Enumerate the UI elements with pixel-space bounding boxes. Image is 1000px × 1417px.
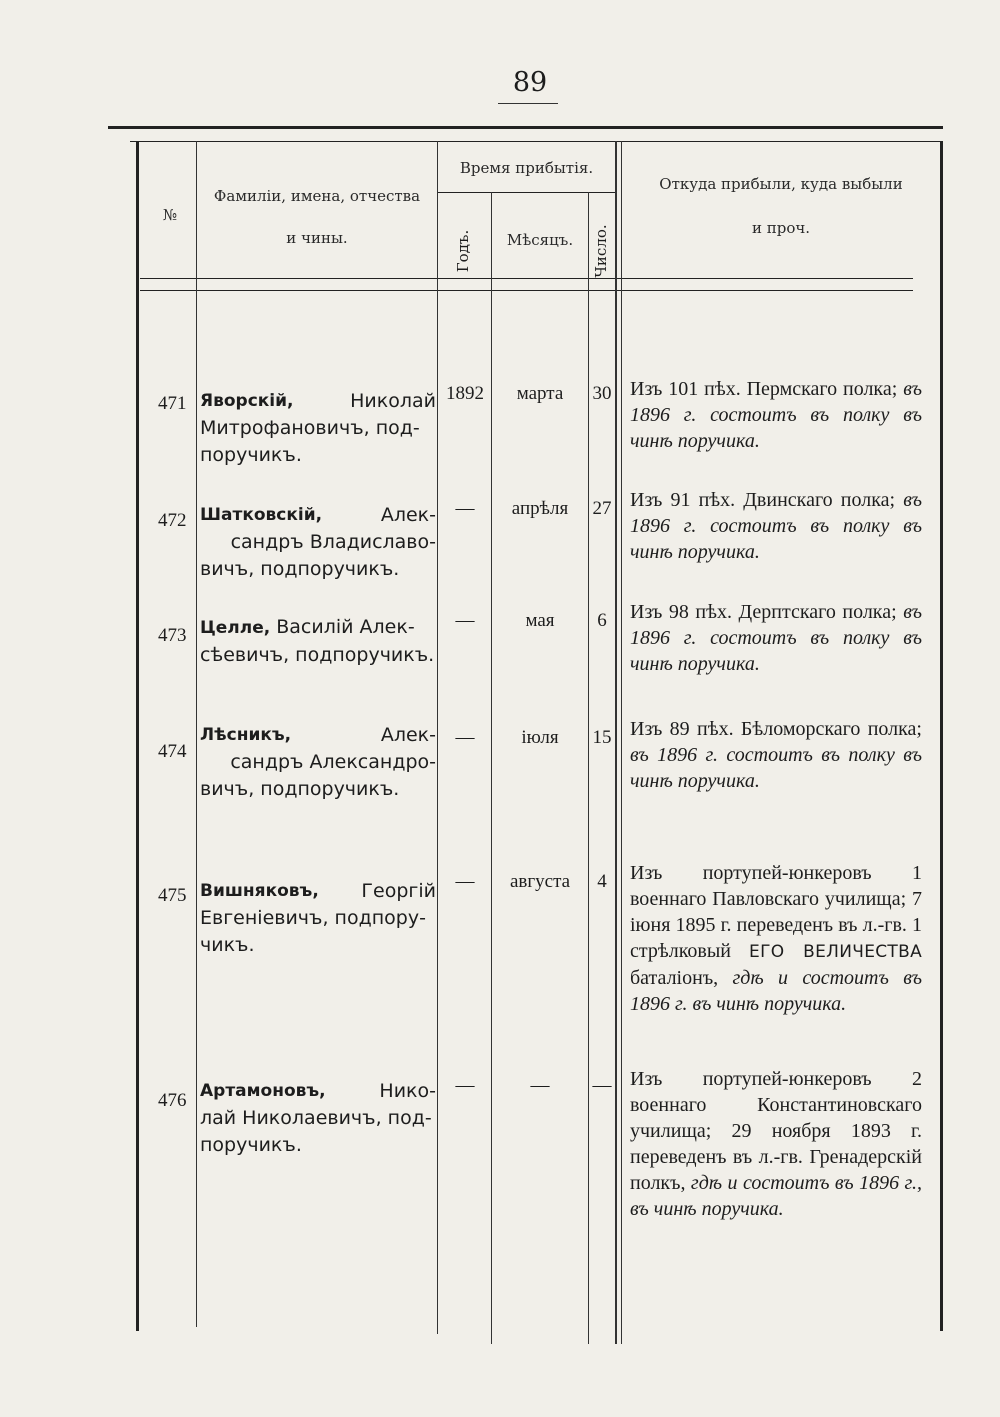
col-divider-month: [588, 192, 589, 1344]
note-italic-text: въ 1896 г. состоитъ въ полку въ чинѣ поручика.: [630, 378, 922, 452]
col-divider-name: [437, 141, 438, 1334]
row-name: [200, 614, 436, 669]
table-right-border: [940, 141, 943, 1331]
row-year: —: [455, 1075, 475, 1096]
col-divider-no: [196, 141, 197, 1327]
note-text: Изъ 98 пѣх. Дерптскаго полка;: [630, 601, 897, 623]
row-number: 471: [158, 393, 187, 414]
surname: Яворскій,: [200, 391, 294, 411]
name-line: Николай: [350, 390, 436, 412]
row-note: [630, 599, 922, 677]
page-number-underline: [498, 103, 558, 104]
row-month: марта: [516, 383, 564, 404]
row-number: 475: [158, 885, 187, 906]
note-italic-text: въ 1896 г. состоитъ въ полку въ чинѣ поручика.: [630, 744, 922, 792]
note-italic-text: въ 1896 г. состоитъ въ полку въ чинѣ поручика.: [630, 489, 923, 563]
row-name: [200, 878, 436, 959]
row-month: апрѣля: [511, 498, 569, 519]
note-text: Изъ портупей-юнкеровъ 1 военнаго Павловскаго училища; 7 іюня 1895 г. переведенъ въ л.-гв. 1 стрѣлковый: [630, 862, 922, 962]
name-line: Василій Алек-: [276, 616, 415, 638]
table-top-rule: [108, 126, 943, 129]
col-divider-day: [615, 141, 617, 1344]
note-text: баталіонъ,: [630, 967, 719, 989]
row-name: [200, 502, 436, 583]
header-name-line1: Фамиліи, имена, отчества: [213, 187, 421, 205]
header-bottom-rule: [140, 278, 913, 279]
surname: Лѣсникъ,: [200, 725, 292, 745]
name-line: чикъ.: [200, 934, 255, 956]
row-note: [630, 716, 922, 794]
surname: Целле,: [200, 618, 271, 638]
row-year: —: [455, 610, 475, 631]
surname: Вишняковъ,: [200, 881, 319, 901]
row-day: 15: [592, 727, 612, 748]
row-number: 472: [158, 510, 187, 531]
row-year: —: [455, 871, 475, 892]
row-month: —: [530, 1075, 550, 1096]
note-text: Изъ портупей-юнкеровъ 2 военнаго Константиновскаго училища; 29 ноября 1893 г. переведенъ въ л.-гв. Гренадерскій полкъ,: [630, 1068, 922, 1194]
row-year: —: [455, 727, 475, 748]
note-italic-text: гдѣ и состоитъ въ 1896 г., въ чинѣ поручика.: [630, 1172, 923, 1220]
row-name: [200, 1078, 436, 1159]
name-line: Евгеніевичъ, подпору-: [200, 907, 426, 929]
row-year: —: [455, 498, 475, 519]
name-line: поручикъ.: [200, 444, 302, 466]
header-month: Мѣсяцъ.: [506, 231, 574, 249]
note-caps-text: ЕГО ВЕЛИЧЕСТВА: [749, 942, 922, 962]
table-left-border: [136, 141, 139, 1331]
col-divider-year: [491, 192, 492, 1344]
row-name: [200, 388, 436, 469]
row-number: 473: [158, 625, 187, 646]
name-line: сѣевичъ, подпоручикъ.: [200, 644, 435, 666]
row-note: [630, 487, 922, 565]
note-text: Изъ 89 пѣх. Бѣломорскаго полка;: [630, 718, 922, 740]
header-notes-line2: и проч.: [751, 219, 811, 237]
row-number: 476: [158, 1090, 187, 1111]
name-line: Митрофановичъ, под-: [200, 417, 420, 439]
row-note: [630, 1066, 922, 1222]
table-top-rule-thin: [130, 141, 943, 142]
row-day: 6: [597, 610, 607, 631]
surname: Артамоновъ,: [200, 1081, 326, 1101]
row-month: іюля: [521, 727, 559, 748]
note-text: Изъ 101 пѣх. Пермскаго полка;: [630, 378, 898, 400]
name-line: лай Николаевичъ, под-: [200, 1107, 432, 1129]
header-name-line2: и чины.: [286, 229, 348, 247]
row-name: [200, 722, 436, 803]
row-year: 1892: [446, 383, 484, 404]
name-line: поручикъ.: [200, 1134, 302, 1156]
col-divider-day-2: [621, 141, 622, 1344]
note-italic-text: въ 1896 г. состоитъ въ полку въ чинѣ поручика.: [630, 601, 923, 675]
header-arrival: Время прибытія.: [459, 159, 594, 177]
header-year: Годъ.: [454, 229, 472, 273]
row-note: [630, 376, 922, 454]
header-day: Число.: [592, 224, 610, 278]
name-line: Алек-: [380, 724, 436, 746]
row-number: 474: [158, 741, 187, 762]
row-month: мая: [525, 610, 555, 631]
row-day: 30: [592, 383, 612, 404]
name-line: вичъ, подпоручикъ.: [200, 558, 400, 580]
note-italic-text: гдѣ и состоитъ въ 1896 г. въ чинѣ поручика.: [630, 967, 922, 1015]
header-no: №: [162, 206, 178, 224]
note-text: Изъ 91 пѣх. Двинскаго полка;: [630, 489, 896, 511]
name-line: вичъ, подпоручикъ.: [200, 778, 400, 800]
name-line: Алек-: [380, 504, 436, 526]
row-note: [630, 860, 922, 1017]
page-number: 89: [512, 67, 548, 98]
row-day: —: [592, 1075, 612, 1096]
row-day: 4: [597, 871, 607, 892]
header-bottom-rule-2: [140, 290, 913, 291]
header-notes-line1: Откуда прибыли, куда выбыли: [659, 175, 903, 193]
name-line: Нико-: [379, 1080, 436, 1102]
name-line: сандръ Александро-: [230, 751, 436, 773]
row-day: 27: [592, 498, 612, 519]
name-line: Георгій: [361, 880, 436, 902]
surname: Шатковскій,: [200, 505, 323, 525]
name-line: сандръ Владиславо-: [230, 531, 436, 553]
row-month: августа: [509, 871, 571, 892]
